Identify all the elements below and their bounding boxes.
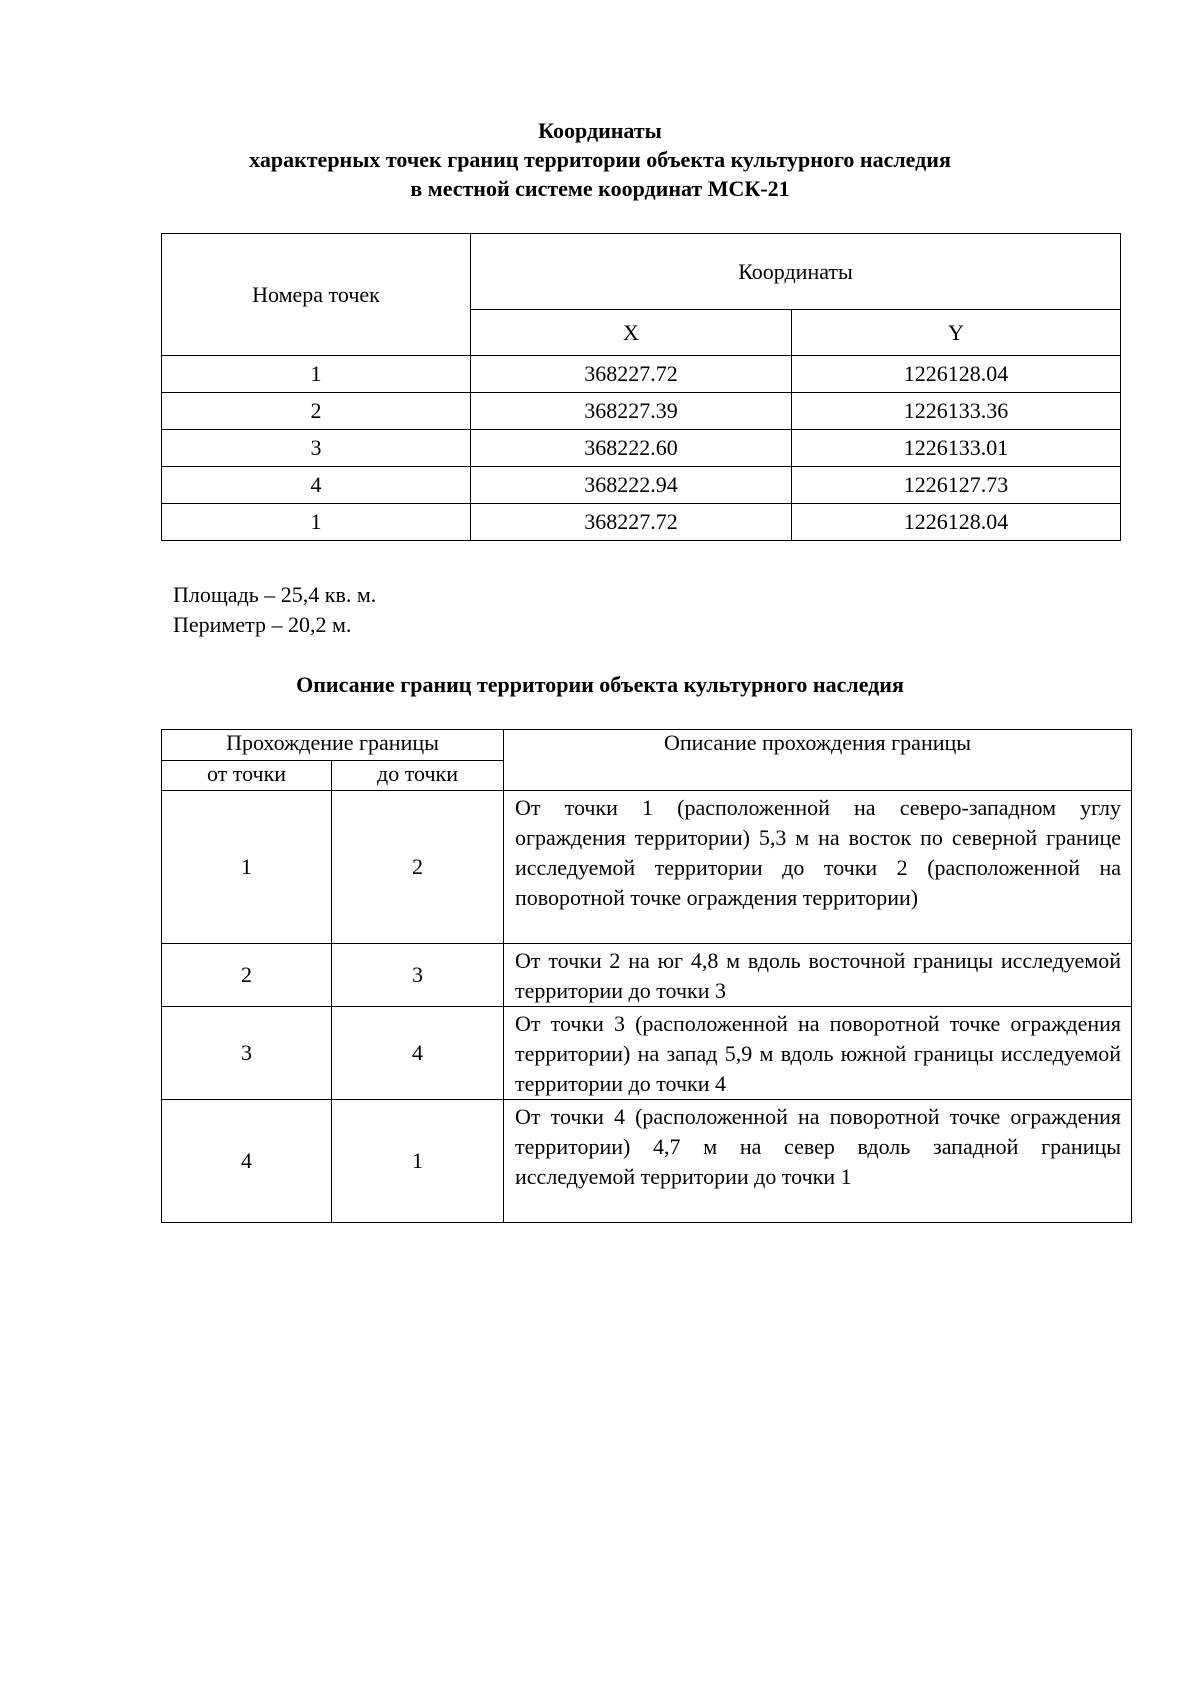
description-title: Описание границ территории объекта культурного наследия	[296, 672, 904, 697]
header-to-point: до точки	[332, 761, 504, 791]
title-line-2: характерных точек границ территории объекта культурного наследия	[249, 147, 951, 172]
table-row	[162, 356, 1121, 393]
point-number: 1	[162, 504, 471, 541]
to-point: 3	[332, 944, 504, 1007]
coordinate-x: 368227.72	[471, 504, 792, 541]
title-line-1: Координаты	[538, 118, 662, 143]
header-from-point: от точки	[162, 761, 332, 791]
coordinate-y: 1226127.73	[792, 467, 1121, 504]
table-row	[162, 1007, 1132, 1100]
table-row	[162, 393, 1121, 430]
document-title	[0, 116, 1200, 203]
coordinates-table	[161, 233, 1121, 541]
coordinate-y: 1226133.36	[792, 393, 1121, 430]
coordinate-x: 368222.94	[471, 467, 792, 504]
header-y: Y	[792, 310, 1121, 356]
header-x: X	[471, 310, 792, 356]
from-point: 4	[162, 1100, 332, 1223]
header-coordinates: Координаты	[471, 234, 1121, 310]
passage-description: От точки 2 на юг 4,8 м вдоль восточной границы исследуемой территории до точки 3	[504, 944, 1132, 1007]
boundary-description-table	[161, 729, 1132, 1223]
header-passage-description: Описание прохождения границы	[504, 730, 1132, 791]
to-point: 1	[332, 1100, 504, 1223]
coordinate-x: 368222.60	[471, 430, 792, 467]
passage-description: От точки 3 (расположенной на поворотной точке ограждения территории) на запад 5,9 м вдоль южной границы исследуемой территории до точки 4	[504, 1007, 1132, 1100]
coordinate-x: 368227.72	[471, 356, 792, 393]
passage-description: От точки 1 (расположенной на северо-западном углу ограждения территории) 5,3 м на восток по северной границе исследуемой территории до точки 2 (расположенной на поворотной точке ограждения территории)	[504, 791, 1132, 944]
table-row	[162, 1100, 1132, 1223]
point-number: 3	[162, 430, 471, 467]
area-perimeter-summary	[173, 580, 376, 640]
table-row	[162, 504, 1121, 541]
coordinate-y: 1226128.04	[792, 504, 1121, 541]
coordinate-y: 1226133.01	[792, 430, 1121, 467]
point-number: 4	[162, 467, 471, 504]
to-point: 4	[332, 1007, 504, 1100]
coordinate-x: 368227.39	[471, 393, 792, 430]
table-row	[162, 430, 1121, 467]
area-text: Площадь – 25,4 кв. м.	[173, 582, 377, 607]
perimeter-text: Периметр – 20,2 м.	[173, 612, 352, 637]
from-point: 1	[162, 791, 332, 944]
to-point: 2	[332, 791, 504, 944]
coordinate-y: 1226128.04	[792, 356, 1121, 393]
point-number: 2	[162, 393, 471, 430]
table-row	[162, 944, 1132, 1007]
table-row	[162, 791, 1132, 944]
from-point: 3	[162, 1007, 332, 1100]
header-boundary-passage: Прохождение границы	[162, 730, 504, 761]
table-row	[162, 467, 1121, 504]
passage-description: От точки 4 (расположенной на поворотной точке ограждения территории) 4,7 м на север вдоль западной границы исследуемой территории до точки 1	[504, 1100, 1132, 1223]
from-point: 2	[162, 944, 332, 1007]
title-line-3: в местной системе координат МСК-21	[410, 176, 790, 201]
point-number: 1	[162, 356, 471, 393]
header-point-numbers: Номера точек	[162, 234, 471, 356]
